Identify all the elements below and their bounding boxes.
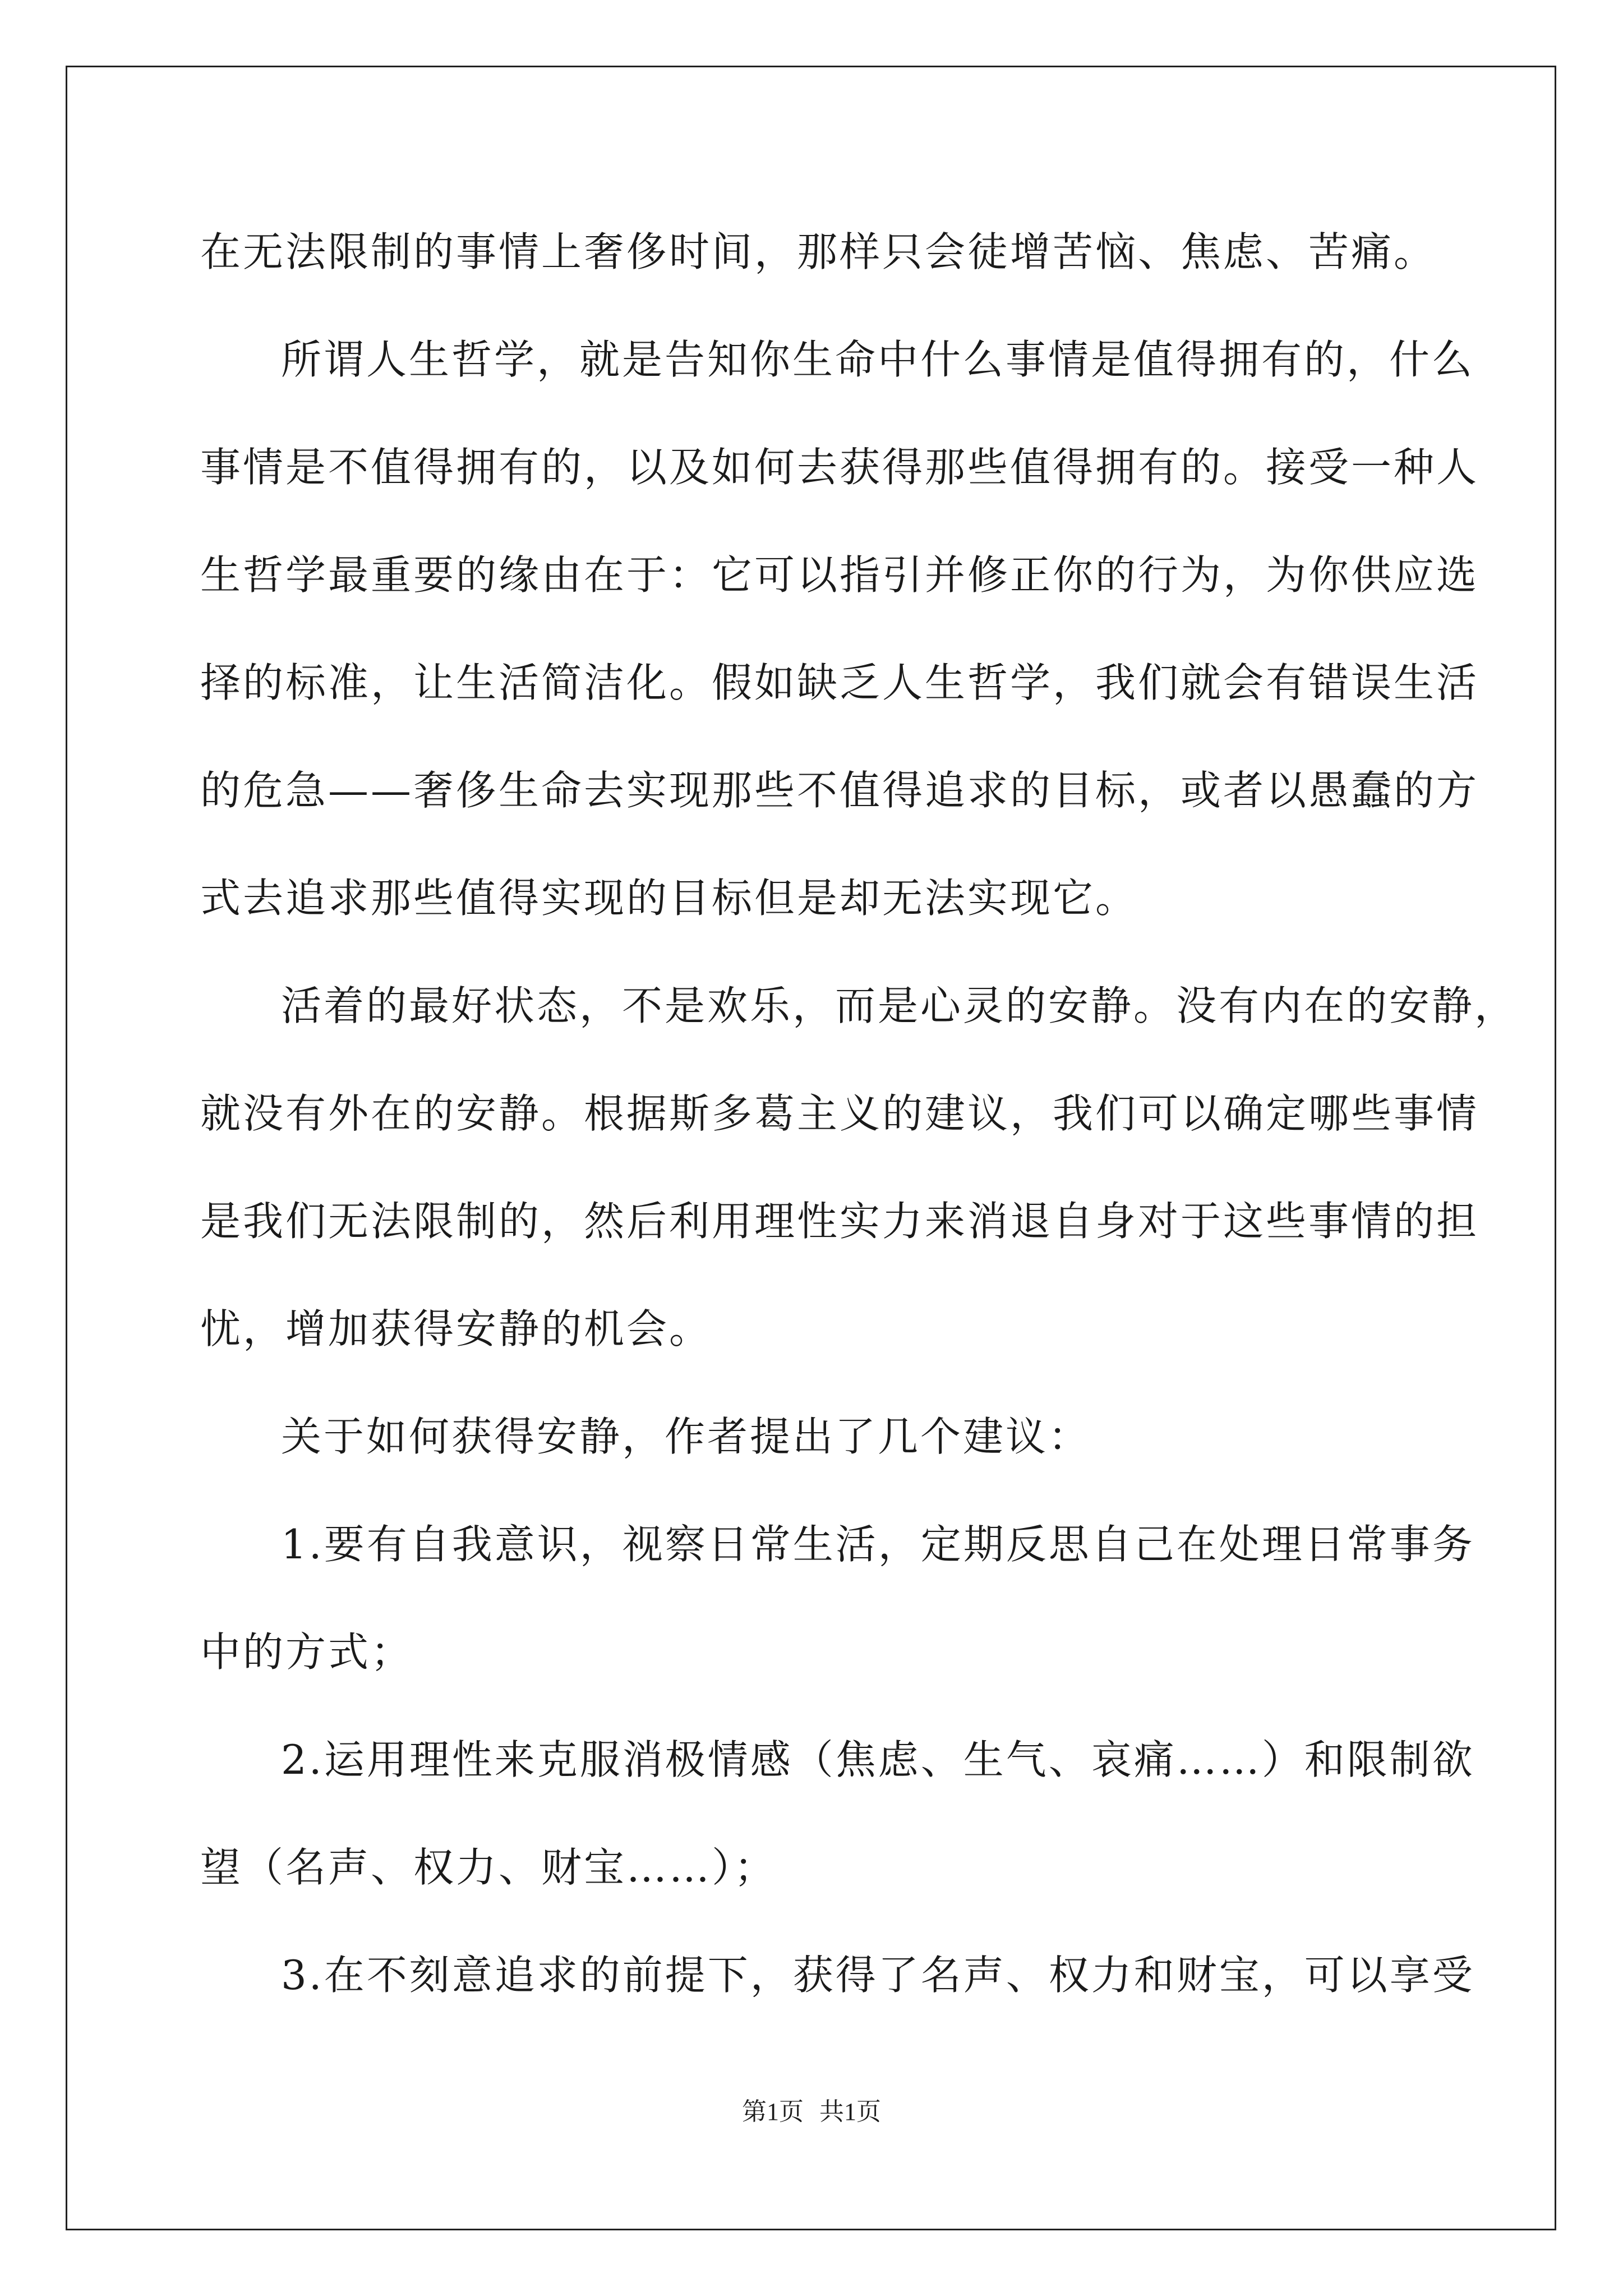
text-line: 事情是不值得拥有的，以及如何去获得那些值得拥有的。接受一种人 [200, 444, 1479, 491]
page-total: 共1页 [819, 2098, 881, 2125]
text-line: 是我们无法限制的，然后利用理性实力来消退自身对于这些事情的担 [200, 1198, 1479, 1245]
text-line: 就没有外在的安静。根据斯多葛主义的建议，我们可以确定哪些事情 [200, 1090, 1479, 1137]
text-line: 望（名声、权力、财宝……）； [200, 1844, 777, 1891]
paragraph-start-line: 关于如何获得安静，作者提出了几个建议： [281, 1413, 1091, 1460]
text-line: 择的标准，让生活简洁化。假如缺乏人生哲学，我们就会有错误生活 [200, 659, 1479, 706]
text-line: 在无法限制的事情上奢侈时间，那样只会徒增苦恼、焦虑、苦痛。 [200, 228, 1437, 275]
text-line: 忧，增加获得安静的机会。 [200, 1305, 712, 1352]
paragraph-start-line: 活着的最好状态，不是欢乐，而是心灵的安静。没有内在的安静， [281, 982, 1518, 1029]
page-footer [0, 2095, 1623, 2129]
list-item-1: 1.要有自我意识，视察日常生活，定期反思自己在处理日常事务 [281, 1521, 1475, 1568]
text-line: 中的方式； [200, 1628, 414, 1676]
text-line: 生哲学最重要的缘由在于：它可以指引并修正你的行为，为你供应选 [200, 551, 1479, 599]
page-number: 第1页 [742, 2098, 804, 2125]
list-item-3: 3.在不刻意追求的前提下，获得了名声、权力和财宝，可以享受 [281, 1952, 1475, 1999]
text-line: 式去追求那些值得实现的目标但是却无法实现它。 [200, 875, 1138, 922]
list-item-2: 2.运用理性来克服消极情感（焦虑、生气、哀痛……）和限制欲 [281, 1736, 1475, 1783]
text-line: 的危急——奢侈生命去实现那些不值得追求的目标，或者以愚蠢的方 [200, 767, 1479, 814]
paragraph-start-line: 所谓人生哲学，就是告知你生命中什么事情是值得拥有的，什么 [281, 336, 1475, 383]
